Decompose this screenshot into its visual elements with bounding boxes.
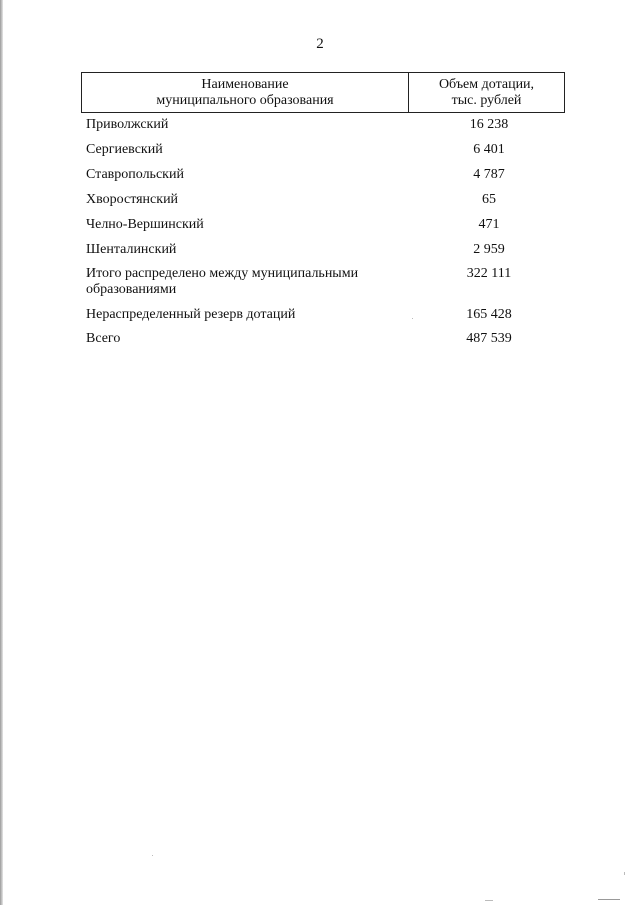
header-amount-column [409, 73, 564, 112]
table-row-name: Всего [86, 331, 121, 346]
table-row-name: Сергиевский [86, 142, 163, 157]
table-row-name: Ставропольский [86, 167, 184, 182]
table-row-name: Нераспределенный резерв дотаций [86, 307, 296, 322]
scan-speck [598, 899, 620, 900]
table-row-value: 165 428 [466, 307, 512, 322]
header-name-line1: Наименование [201, 77, 289, 92]
table-row-value: 471 [478, 217, 500, 232]
table-row-value: 6 401 [473, 142, 505, 157]
scan-speck [412, 318, 413, 319]
scan-speck [152, 855, 153, 856]
table-row-name: Шенталинский [86, 242, 177, 257]
scan-speck [485, 900, 493, 901]
table-row-name: Итого распределено между муниципальными образованиями [86, 266, 359, 297]
table-row-value: 4 787 [473, 167, 505, 182]
table-row-value: 65 [482, 192, 496, 207]
table-header [81, 72, 565, 113]
scan-speck [624, 872, 625, 875]
page-number: 2 [316, 36, 324, 52]
table-row-value: 487 539 [466, 331, 512, 346]
table-row-name: Приволжский [86, 117, 169, 132]
table-row-value: 322 111 [466, 266, 512, 281]
scan-page-edge [0, 0, 3, 905]
header-amount-line1: Объем дотации, [438, 77, 535, 92]
header-amount-line2: тыс. рублей [451, 93, 522, 108]
table-row-value: 2 959 [473, 242, 505, 257]
header-name-column [82, 73, 409, 112]
header-name-line2: муниципального образования [156, 93, 334, 108]
table-row-value: 16 238 [469, 117, 509, 132]
table-row-name: Хворостянский [86, 192, 179, 207]
table-row-name: Челно-Вершинский [86, 217, 204, 232]
